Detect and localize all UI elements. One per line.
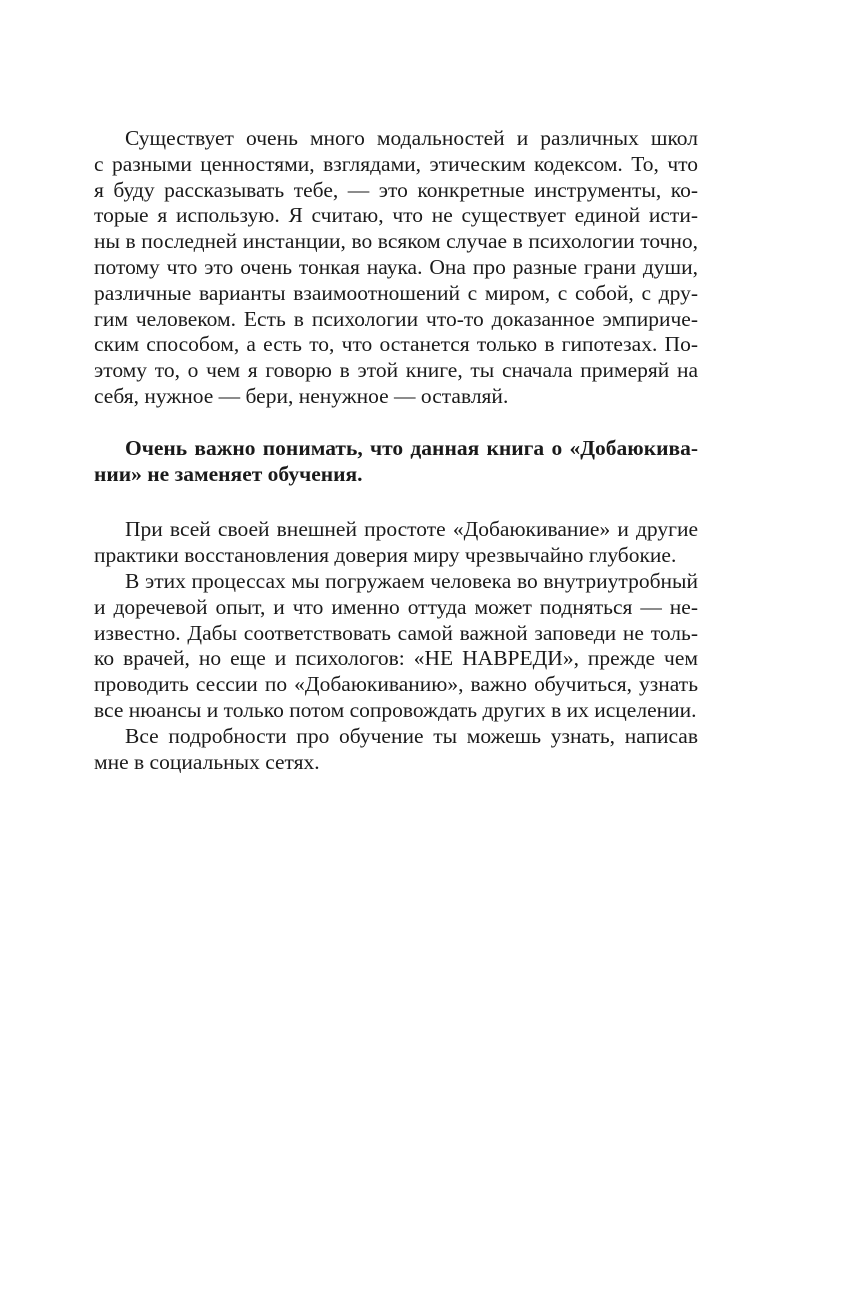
text-line: В этих процессах мы погружаем человека во внутриутробный xyxy=(125,568,698,593)
text-line: ко врачей, но еще и психологов: «НЕ НАВРЕДИ», прежде чем xyxy=(94,646,698,671)
text-line: нии» не заменяет обучения. xyxy=(94,461,363,486)
text-line: этому то, о чем я говорю в этой книге, ты сначала примеряй на xyxy=(94,358,698,383)
spacer xyxy=(94,487,698,517)
text-line: Существует очень много модальностей и различных школ xyxy=(125,126,698,150)
text-line: проводить сессии по «Добаюкиванию», важно обучиться, узнать xyxy=(94,672,698,697)
text-line: я буду рассказывать тебе, — это конкретные инструменты, ко- xyxy=(94,177,698,202)
text-line: ским способом, а есть то, что останется только в гипотезах. По- xyxy=(94,332,698,357)
text-line: потому что это очень тонкая наука. Она про разные грани души, xyxy=(94,254,698,279)
text-line: практики восстановления доверия миру чрезвычайно глубокие. xyxy=(94,543,677,568)
paragraph-modalities xyxy=(94,126,698,410)
text-line: гим человеком. Есть в психологии что-то доказанное эмпириче- xyxy=(94,306,698,331)
important-note xyxy=(94,436,698,488)
text-line: известно. Дабы соответствовать самой важной заповеди не толь- xyxy=(94,620,698,645)
text-line: При всей своей внешней простоте «Добаюкивание» и другие xyxy=(125,517,698,542)
text-line: себя, нужное — бери, ненужное — оставляй. xyxy=(94,383,509,408)
text-line: мне в социальных сетях. xyxy=(94,749,320,774)
text-line: и доречевой опыт, и что именно оттуда может подняться — не- xyxy=(94,594,698,619)
text-line: все нюансы и только потом сопровождать других в их исцелении. xyxy=(94,697,697,722)
spacer xyxy=(94,410,698,436)
text-line: торые я использую. Я считаю, что не существует единой исти- xyxy=(94,203,698,228)
text-line: Все подробности про обучение ты можешь узнать, написав xyxy=(125,723,698,748)
page-body xyxy=(94,126,698,775)
paragraph-processes xyxy=(94,569,698,724)
text-line: различные варианты взаимоотношений с миром, с собой, с дру- xyxy=(94,280,698,305)
paragraph-training xyxy=(94,724,698,776)
text-line: Очень важно понимать, что данная книга о «Добаюкива- xyxy=(125,435,698,460)
text-line: ны в последней инстанции, во всяком случае в психологии точно, xyxy=(94,229,698,254)
paragraph-simplicity xyxy=(94,517,698,569)
text-line: с разными ценностями, взглядами, этическим кодексом. То, что xyxy=(94,151,698,176)
